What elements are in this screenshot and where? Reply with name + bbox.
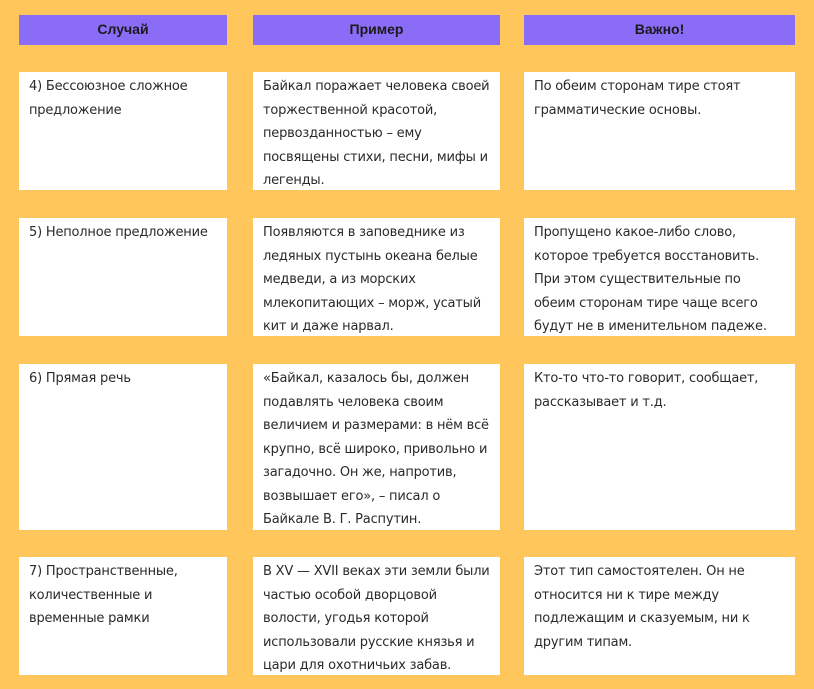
note-cell-7: Этот тип самостоятелен. Он не относится ни к тире между подлежащим и сказуемым, ни к другим типам.: [524, 557, 795, 675]
case-cell-5: 5) Неполное предложение: [19, 218, 227, 336]
note-cell-5: Пропущено какое-либо слово, которое требуется восстановить. При этом существительные по обеим сторонам тире чаще всего будут не в именительном падеже.: [524, 218, 795, 336]
case-cell-4: 4) Бессоюзное сложное предложение: [19, 72, 227, 190]
case-cell-7: 7) Пространственные, количественные и временные рамки: [19, 557, 227, 675]
example-cell-7: В XV — XVII веках эти земли были частью особой дворцовой волости, угодья которой использовали русские князья и цари для охотничьих забав.: [253, 557, 500, 675]
example-cell-5: Появляются в заповеднике из ледяных пустынь океана белые медведи, а из морских млекопитающих – морж, усатый кит и даже нарвал.: [253, 218, 500, 336]
header-example: Пример: [253, 15, 500, 45]
note-cell-4: По обеим сторонам тире стоят грамматические основы.: [524, 72, 795, 190]
header-case: Случай: [19, 15, 227, 45]
header-note: Важно!: [524, 15, 795, 45]
example-cell-6: «Байкал, казалось бы, должен подавлять человека своим величием и размерами: в нём всё крупно, всё широко, привольно и загадочно. Он же, напротив, возвышает его», – писал о Байкале В. Г. Распутин.: [253, 364, 500, 530]
case-cell-6: 6) Прямая речь: [19, 364, 227, 530]
note-cell-6: Кто-то что-то говорит, сообщает, рассказывает и т.д.: [524, 364, 795, 530]
example-cell-4: Байкал поражает человека своей торжественной красотой, первозданностью – ему посвящены стихи, песни, мифы и легенды.: [253, 72, 500, 190]
